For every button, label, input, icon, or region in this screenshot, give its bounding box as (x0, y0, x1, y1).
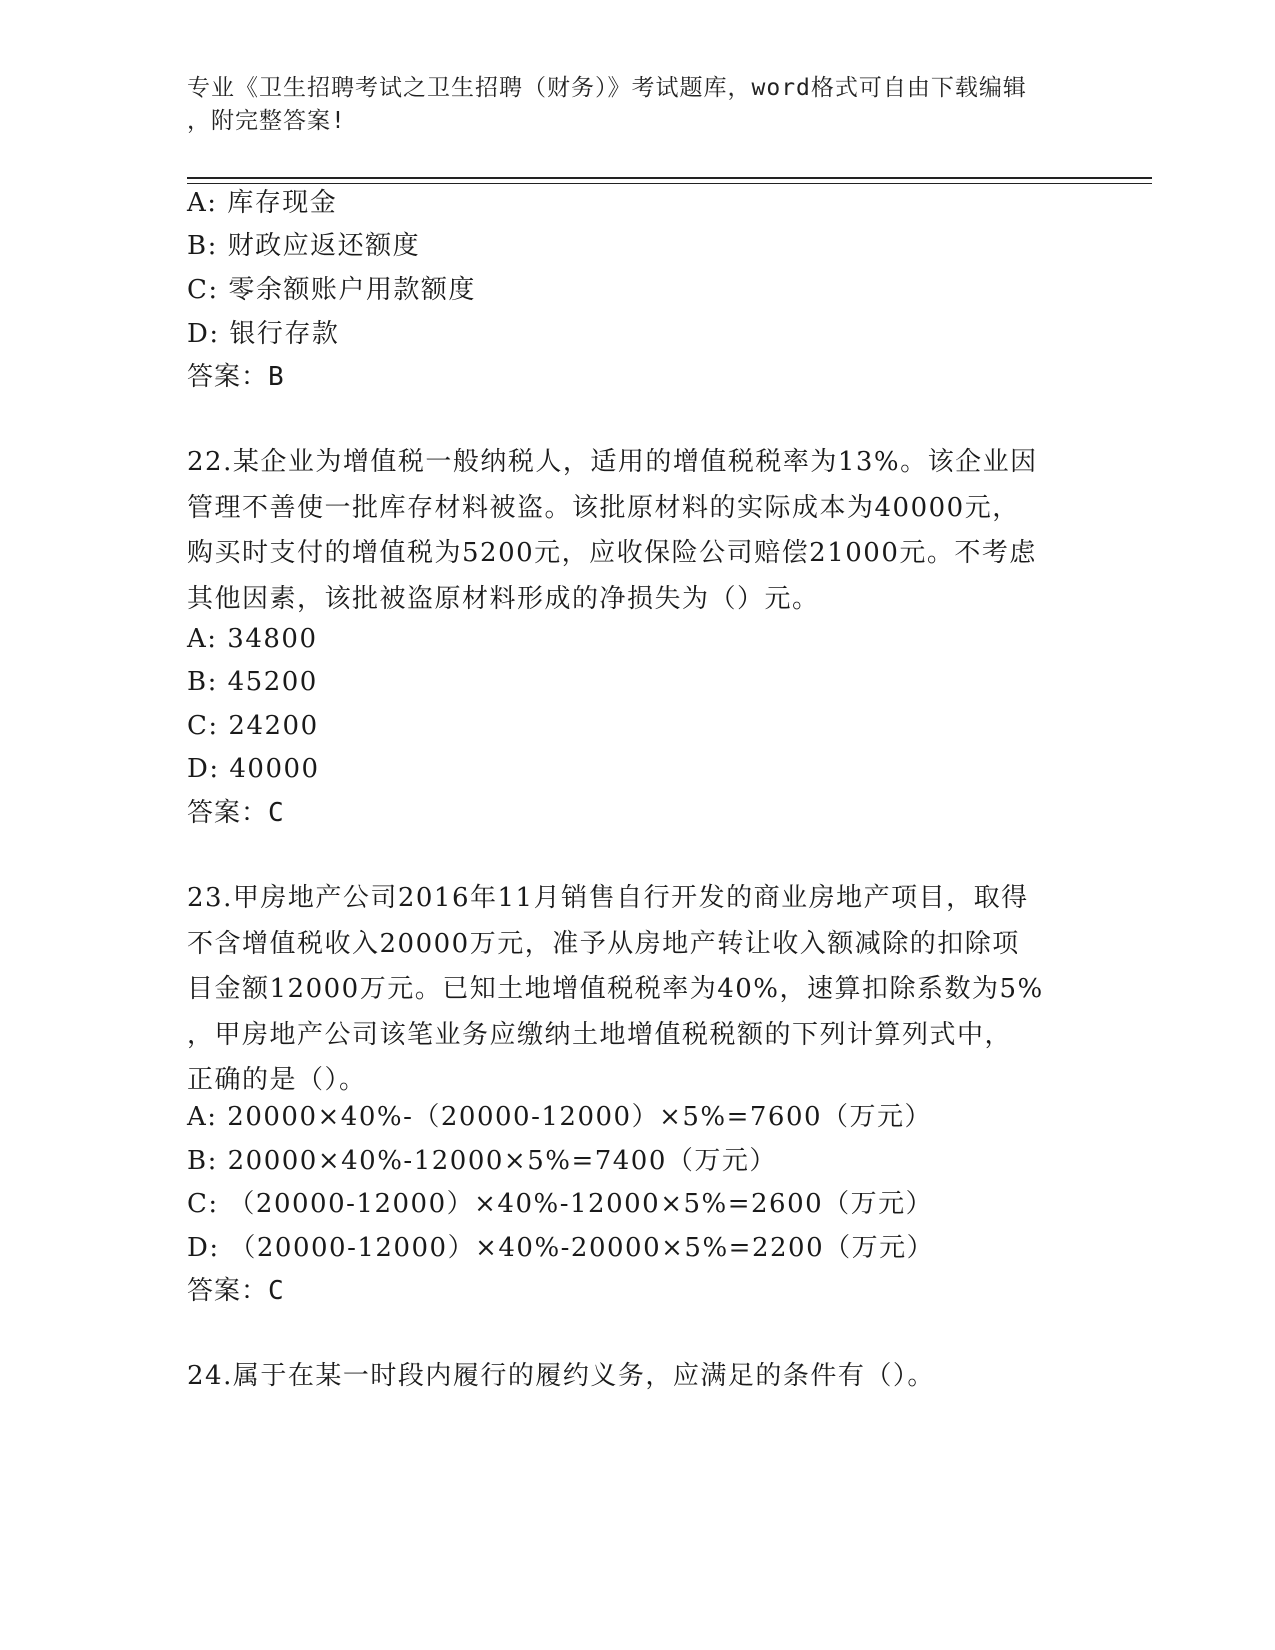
answer-label: 答案： (187, 1276, 269, 1306)
q21-option-b: B: 财政应返还额度 (187, 231, 421, 261)
q22-stem-line: 其他因素，该批被盗原材料形成的净损失为（）元。 (187, 583, 820, 614)
q23-stem-line: 目金额12000万元。已知土地增值税税率为40%，速算扣除系数为5% (187, 974, 1044, 1004)
q23-option-a: A: 20000×40%-（20000-12000）×5%=7600（万元） (187, 1102, 933, 1132)
header-divider-thick (187, 177, 1152, 179)
q24-stem-line: 24.属于在某一时段内履行的履约义务，应满足的条件有（）。 (187, 1361, 935, 1391)
answer-label: 答案： (187, 798, 269, 828)
q22-answer (187, 797, 285, 829)
q23-stem (187, 876, 1067, 1104)
q23-stem-line: 不含增值税收入20000万元，准予从房地产转让收入额减除的扣除项 (187, 928, 1020, 959)
header-title-line1: 专业《卫生招聘考试之卫生招聘（财务）》考试题库，word格式可自由下载编辑 (187, 75, 1027, 101)
q23-answer (187, 1275, 285, 1307)
q22-option-a: A: 34800 (187, 624, 318, 654)
q23-stem-line: 23.甲房地产公司2016年11月销售自行开发的商业房地产项目，取得 (187, 883, 1029, 913)
answer-value: B (268, 362, 285, 392)
q22-stem-line: 购买时支付的增值税为5200元，应收保险公司赔偿21000元。不考虑 (187, 538, 1037, 568)
q21-option-d: D: 银行存款 (187, 319, 340, 349)
answer-label: 答案： (187, 362, 269, 392)
q22-stem-line: 22.某企业为增值税一般纳税人，适用的增值税税率为13%。该企业因 (187, 447, 1038, 477)
q21-option-c: C: 零余额账户用款额度 (187, 275, 476, 305)
q22-option-b: B: 45200 (187, 667, 318, 697)
answer-value: C (268, 1276, 285, 1306)
q21-option-a: A: 库存现金 (187, 188, 338, 218)
q22-stem (187, 440, 1067, 622)
q23-option-d: D: （20000-12000）×40%-20000×5%=2200（万元） (187, 1233, 935, 1263)
q21-answer (187, 361, 285, 393)
q24-stem (187, 1354, 1067, 1400)
header-divider-thin (187, 183, 1152, 184)
q23-option-c: C: （20000-12000）×40%-12000×5%=2600（万元） (187, 1189, 934, 1219)
q22-option-d: D: 40000 (187, 754, 320, 784)
header-title-line2: ，附完整答案! (187, 108, 346, 134)
q22-option-c: C: 24200 (187, 711, 319, 741)
q23-stem-line: 正确的是（）。 (187, 1065, 367, 1095)
q23-stem-line: ，甲房地产公司该笔业务应缴纳土地增值税税额的下列计算列式中， (187, 1019, 1013, 1050)
document-header (187, 72, 1067, 138)
q22-stem-line: 管理不善使一批库存材料被盗。该批原材料的实际成本为40000元， (187, 492, 1020, 523)
answer-value: C (268, 798, 285, 828)
q23-option-b: B: 20000×40%-12000×5%=7400（万元） (187, 1146, 777, 1176)
